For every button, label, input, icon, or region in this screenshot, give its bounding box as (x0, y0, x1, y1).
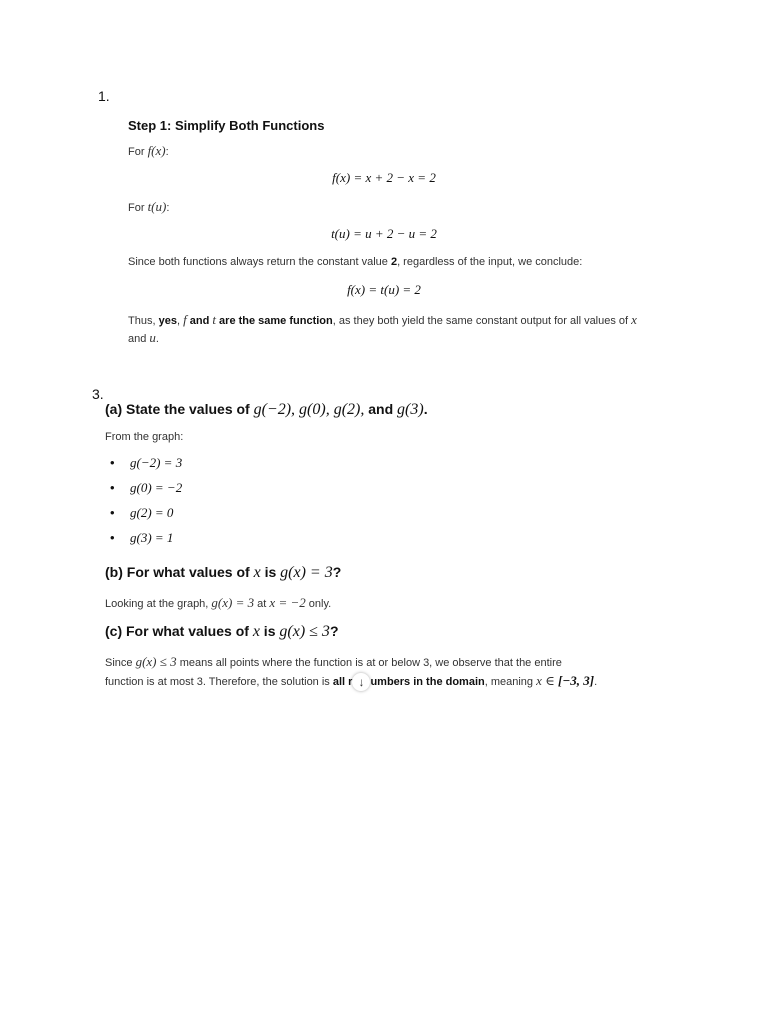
part-c-pre: (c) For what values of (105, 623, 253, 639)
and-word-2: and (128, 333, 150, 345)
period: . (155, 333, 159, 345)
part-a-heading (105, 401, 428, 419)
list-item (110, 455, 182, 471)
t-name: t(u) (147, 199, 167, 214)
f-name: f(x) (147, 143, 166, 158)
b-answer-pre: Looking at the graph, (105, 598, 212, 610)
part-b-answer (105, 595, 331, 611)
c-math: g(x) ≤ 3 (135, 654, 177, 669)
c-line1-post: means all points where the function is at or below 3, we observe that the entire (176, 657, 562, 669)
for-t-line (128, 199, 169, 215)
comma: , (176, 315, 184, 327)
part-b-end: ? (332, 564, 342, 580)
since-pre: Since both functions always return the constant value (128, 256, 391, 268)
for-label: For (128, 202, 145, 214)
bullet-dot: • (110, 480, 115, 495)
b-answer-end: only. (305, 598, 332, 610)
from-graph: From the graph: (105, 431, 184, 443)
part-a-pre: (a) State the values of (105, 401, 254, 417)
thus-pre: Thus, (128, 315, 159, 327)
since-bold: 2 (390, 256, 398, 268)
f-var: f (183, 312, 187, 327)
part-b-x: x (253, 564, 261, 581)
bullet-text: g(2) = 0 (130, 505, 174, 520)
equation-f: f(x) = x + 2 − x = 2 (332, 170, 436, 185)
part-a-math: g(−2), g(0), g(2), (253, 401, 365, 418)
u-var: u (149, 330, 156, 345)
c-since: Since (105, 657, 136, 669)
part-c-answer-line-2 (105, 673, 665, 691)
bullet-dot: • (110, 505, 115, 520)
for-label: For (128, 146, 145, 158)
question-number-1: 1. (98, 88, 110, 104)
bullet-text: g(0) = −2 (130, 480, 183, 495)
part-b-pre: (b) For what values of (105, 564, 254, 580)
part-c-answer-line-1 (105, 654, 665, 670)
part-b-is: is (260, 564, 281, 580)
t-var: t (212, 312, 216, 327)
since-line (128, 256, 582, 268)
part-c-heading (105, 623, 339, 641)
bullet-text: g(−2) = 3 (130, 455, 183, 470)
equation-both: f(x) = t(u) = 2 (347, 282, 421, 297)
equation-t: t(u) = u + 2 − u = 2 (331, 226, 437, 241)
part-b-heading (105, 564, 341, 582)
part-a-and: and (364, 401, 398, 417)
thus-yes: yes (158, 315, 177, 327)
thus-post: , as they both yield the same constant output for all values of (332, 315, 632, 327)
conclusion-line-2 (128, 330, 159, 346)
c-interval: [−3, 3] (558, 673, 595, 688)
bullet-dot: • (110, 530, 115, 545)
scroll-down-icon[interactable]: ↓ (352, 673, 370, 691)
c-bold1: all r (332, 676, 353, 688)
b-answer-math: g(x) = 3 (211, 595, 255, 610)
conclusion-line-1 (128, 312, 668, 328)
and-word: and (186, 315, 213, 327)
colon: : (165, 146, 169, 158)
list-item (110, 505, 173, 521)
x-var: x (631, 312, 637, 327)
part-a-math2: g(3) (397, 401, 424, 418)
c-bold2: umbers in the domain (370, 676, 485, 688)
b-answer-at: at (254, 598, 270, 610)
c-math2: x ∈ (536, 673, 559, 688)
bullet-dot: • (110, 455, 115, 470)
since-post: , regardless of the input, we conclude: (397, 256, 583, 268)
part-c-is: is (259, 623, 280, 639)
part-c-x: x (252, 623, 260, 640)
bullet-text: g(3) = 1 (130, 530, 174, 545)
c-line2-pre: function is at most 3. Therefore, the solution is (105, 676, 333, 688)
same-function: are the same function (215, 315, 333, 327)
step-heading: Step 1: Simplify Both Functions (128, 118, 325, 133)
part-c-math: g(x) ≤ 3 (279, 623, 330, 640)
list-item (110, 480, 182, 496)
for-f-line (128, 143, 169, 159)
b-answer-math2: x = −2 (269, 595, 306, 610)
part-c-end: ? (329, 623, 339, 639)
c-end: . (594, 676, 598, 688)
part-a-end: . (423, 401, 428, 417)
colon: : (166, 202, 170, 214)
question-number-3: 3. (92, 386, 104, 402)
list-item (110, 530, 173, 546)
part-b-math: g(x) = 3 (280, 564, 333, 581)
c-line2-mid: , meaning (484, 676, 537, 688)
